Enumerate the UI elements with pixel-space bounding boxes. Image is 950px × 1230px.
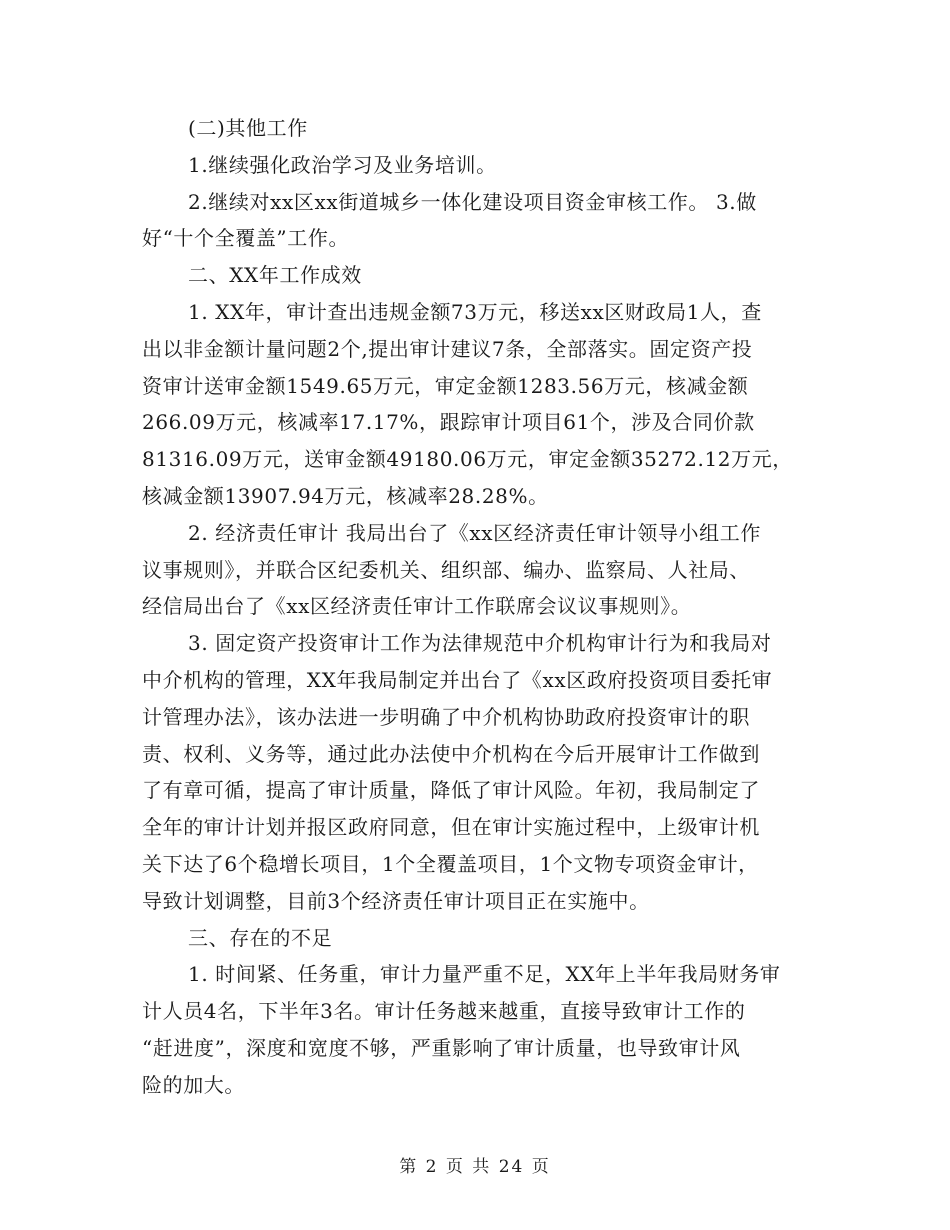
text-line: 关下达了6个稳增长项目，1个全覆盖项目，1个文物专项资金审计，	[142, 851, 759, 876]
page-footer: 第 2 页 共 24 页	[399, 1157, 551, 1177]
text-line: 2.继续对xx区xx街道城乡一体化建设项目资金审核工作。 3.做	[188, 189, 757, 214]
text-line: 责、权利、义务等，通过此办法使中介机构在今后开展审计工作做到	[142, 741, 760, 766]
text-line: 2. 经济责任审计 我局出台了《xx区经济责任审计领导小组工作	[188, 520, 761, 545]
text-line: 计管理办法》，该办法进一步明确了中介机构协助政府投资审计的职	[142, 704, 750, 729]
text-line: 1. 时间紧、任务重，审计力量严重不足，XX年上半年我局财务审	[188, 962, 781, 987]
text-line: 经信局出台了《xx区经济责任审计工作联席会议议事规则》。	[142, 594, 692, 619]
text-line: 议事规则》，并联合区纪委机关、组织部、编办、监察局、人社局、	[142, 557, 750, 582]
text-line: 3. 固定资产投资审计工作为法律规范中介机构审计行为和我局对	[188, 631, 772, 656]
text-line: 全年的审计计划并报区政府同意，但在审计实施过程中，上级审计机	[142, 815, 760, 840]
text-line: 中介机构的管理，XX年我局制定并出台了《xx区政府投资项目委托审	[142, 667, 773, 692]
text-line: 81316.09万元，送审金额49180.06万元，审定金额35272.12万元，	[142, 447, 793, 472]
text-line: 计人员4名，下半年3名。审计任务越来越重，直接导致审计工作的	[142, 999, 746, 1024]
text-line: 266.09万元，核减率17.17%，跟踪审计项目61个，涉及合同价款	[142, 410, 755, 435]
text-line: 核减金额13907.94万元，核减率28.28%。	[142, 483, 549, 508]
text-line: 1.继续强化政治学习及业务培训。	[188, 152, 497, 177]
text-line: 三、存在的不足	[188, 925, 333, 950]
text-line: 好“十个全覆盖”工作。	[142, 226, 350, 251]
text-line: “赶进度”，深度和宽度不够，严重影响了审计质量，也导致审计风	[142, 1035, 741, 1060]
text-line: 了有章可循，提高了审计质量，降低了审计风险。年初，我局制定了	[142, 778, 760, 803]
text-line: 出以非金额计量问题2个,提出审计建议7条，全部落实。固定资产投	[142, 336, 753, 361]
document-body	[142, 110, 810, 1104]
text-line: 导致计划调整，目前3个经济责任审计项目正在实施中。	[142, 888, 650, 913]
text-line: 资审计送审金额1549.65万元，审定金额1283.56万元，核减金额	[142, 373, 749, 398]
text-line: 二、XX年工作成效	[188, 263, 362, 288]
text-line: 1. XX年，审计查出违规金额73万元，移送xx区财政局1人，查	[188, 299, 762, 324]
text-line: (二)其他工作	[188, 116, 308, 140]
text-line: 险的加大。	[142, 1072, 245, 1097]
